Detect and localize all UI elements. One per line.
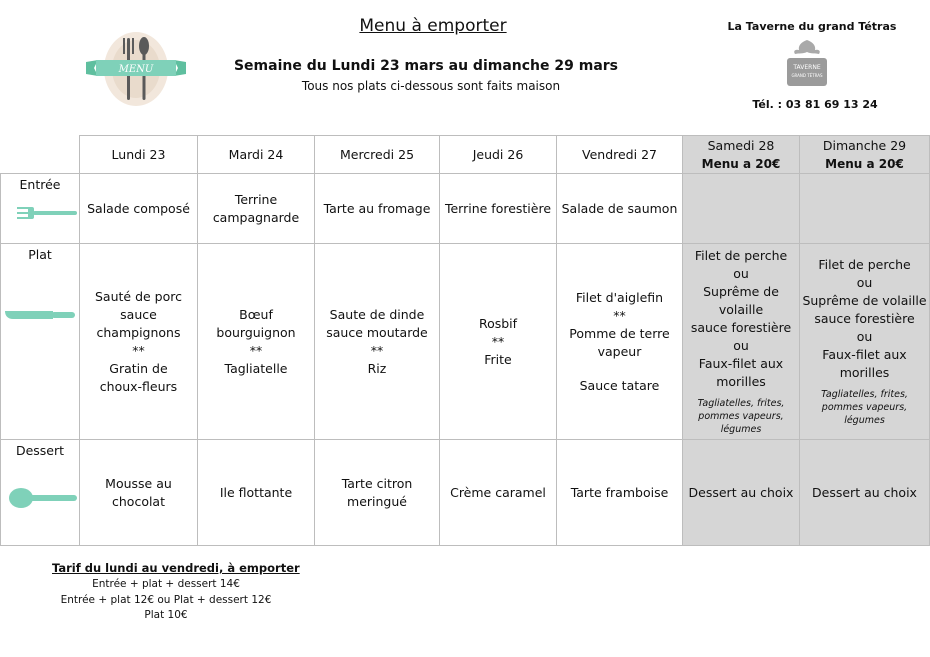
menu-cell: Saute de dinde sauce moutarde ** Riz (315, 244, 440, 440)
menu-cell: Bœuf bourguignon ** Tagliatelle (198, 244, 315, 440)
menu-plate-icon (84, 30, 188, 108)
menu-cell-weekend: Filet de perche ou Suprême de volaille sauce forestière ou Faux-filet aux morilles Tagliatelles, frites, pommes vapeurs, légumes (683, 244, 800, 440)
row-dessert (1, 440, 930, 546)
menu-cell: Terrine forestière (440, 174, 557, 244)
spoon-icon (7, 484, 79, 512)
menu-cell-weekend: Filet de perche ou Suprême de volaille sauce forestière ou Faux-filet aux morilles Tagliatelles, frites, pommes vapeurs, légumes (800, 244, 930, 440)
menu-cell: Tarte au fromage (315, 174, 440, 244)
fork-icon (15, 206, 79, 220)
menu-cell: Ile flottante (198, 440, 315, 546)
day-header-weekend: Samedi 28 Menu a 20€ (683, 136, 800, 174)
menu-cell: Salade composé (80, 174, 198, 244)
page-subtitle: Tous nos plats ci-dessous sont faits maison (301, 79, 561, 93)
row-entree (1, 174, 930, 244)
day-header: Vendredi 27 (557, 136, 683, 174)
row-label-entree: Entrée (1, 174, 80, 244)
day-header-weekend: Dimanche 29 Menu a 20€ (800, 136, 930, 174)
menu-cell: Crème caramel (440, 440, 557, 546)
tarif-line: Entrée + plat 12€ ou Plat + dessert 12€ (60, 594, 272, 606)
tarif-line: Entrée + plat + dessert 14€ (92, 578, 240, 590)
menu-cell-weekend (683, 174, 800, 244)
menu-table (0, 135, 930, 546)
weekend-sides: Tagliatelles, frites, pommes vapeurs, légumes (821, 389, 908, 426)
menu-cell: Tarte framboise (557, 440, 683, 546)
menu-cell: Rosbif ** Frite (440, 244, 557, 440)
day-header: Mercredi 25 (315, 136, 440, 174)
menu-cell-weekend: Dessert au choix (683, 440, 800, 546)
logo-text-2: GRAND TÉTRAS (791, 73, 823, 78)
tarif-line: Plat 10€ (144, 609, 188, 621)
menu-cell: Mousse au chocolat (80, 440, 198, 546)
menu-cell-weekend (800, 174, 930, 244)
tarif-title: Tarif du lundi au vendredi, à emporter (52, 561, 300, 575)
day-header: Mardi 24 (198, 136, 315, 174)
row-plat (1, 244, 930, 440)
day-header: Lundi 23 (80, 136, 198, 174)
restaurant-name: La Taverne du grand Tétras (727, 20, 897, 33)
menu-cell: Sauté de porc sauce champignons ** Gratin de choux-fleurs (80, 244, 198, 440)
plate-label: MENU (118, 64, 154, 75)
logo-text-1: TAVERNE (793, 64, 821, 71)
menu-cell: Filet d'aiglefin ** Pomme de terre vapeur Sauce tatare (557, 244, 683, 440)
knife-icon (3, 308, 77, 322)
row-label-dessert: Dessert (1, 440, 80, 546)
day-header: Jeudi 26 (440, 136, 557, 174)
table-header-row (1, 136, 930, 174)
restaurant-phone: Tél. : 03 81 69 13 24 (752, 98, 878, 111)
menu-cell: Terrine campagnarde (198, 174, 315, 244)
week-range: Semaine du Lundi 23 mars au dimanche 29 mars (233, 58, 619, 74)
row-label-plat: Plat (1, 244, 80, 440)
table-corner (1, 136, 80, 174)
menu-cell: Tarte citron meringué (315, 440, 440, 546)
restaurant-logo (783, 36, 831, 90)
weekend-sides: Tagliatelles, frites, pommes vapeurs, légumes (697, 398, 785, 435)
menu-cell: Salade de saumon (557, 174, 683, 244)
menu-cell-weekend: Dessert au choix (800, 440, 930, 546)
page-title: Menu à emporter (359, 16, 507, 36)
